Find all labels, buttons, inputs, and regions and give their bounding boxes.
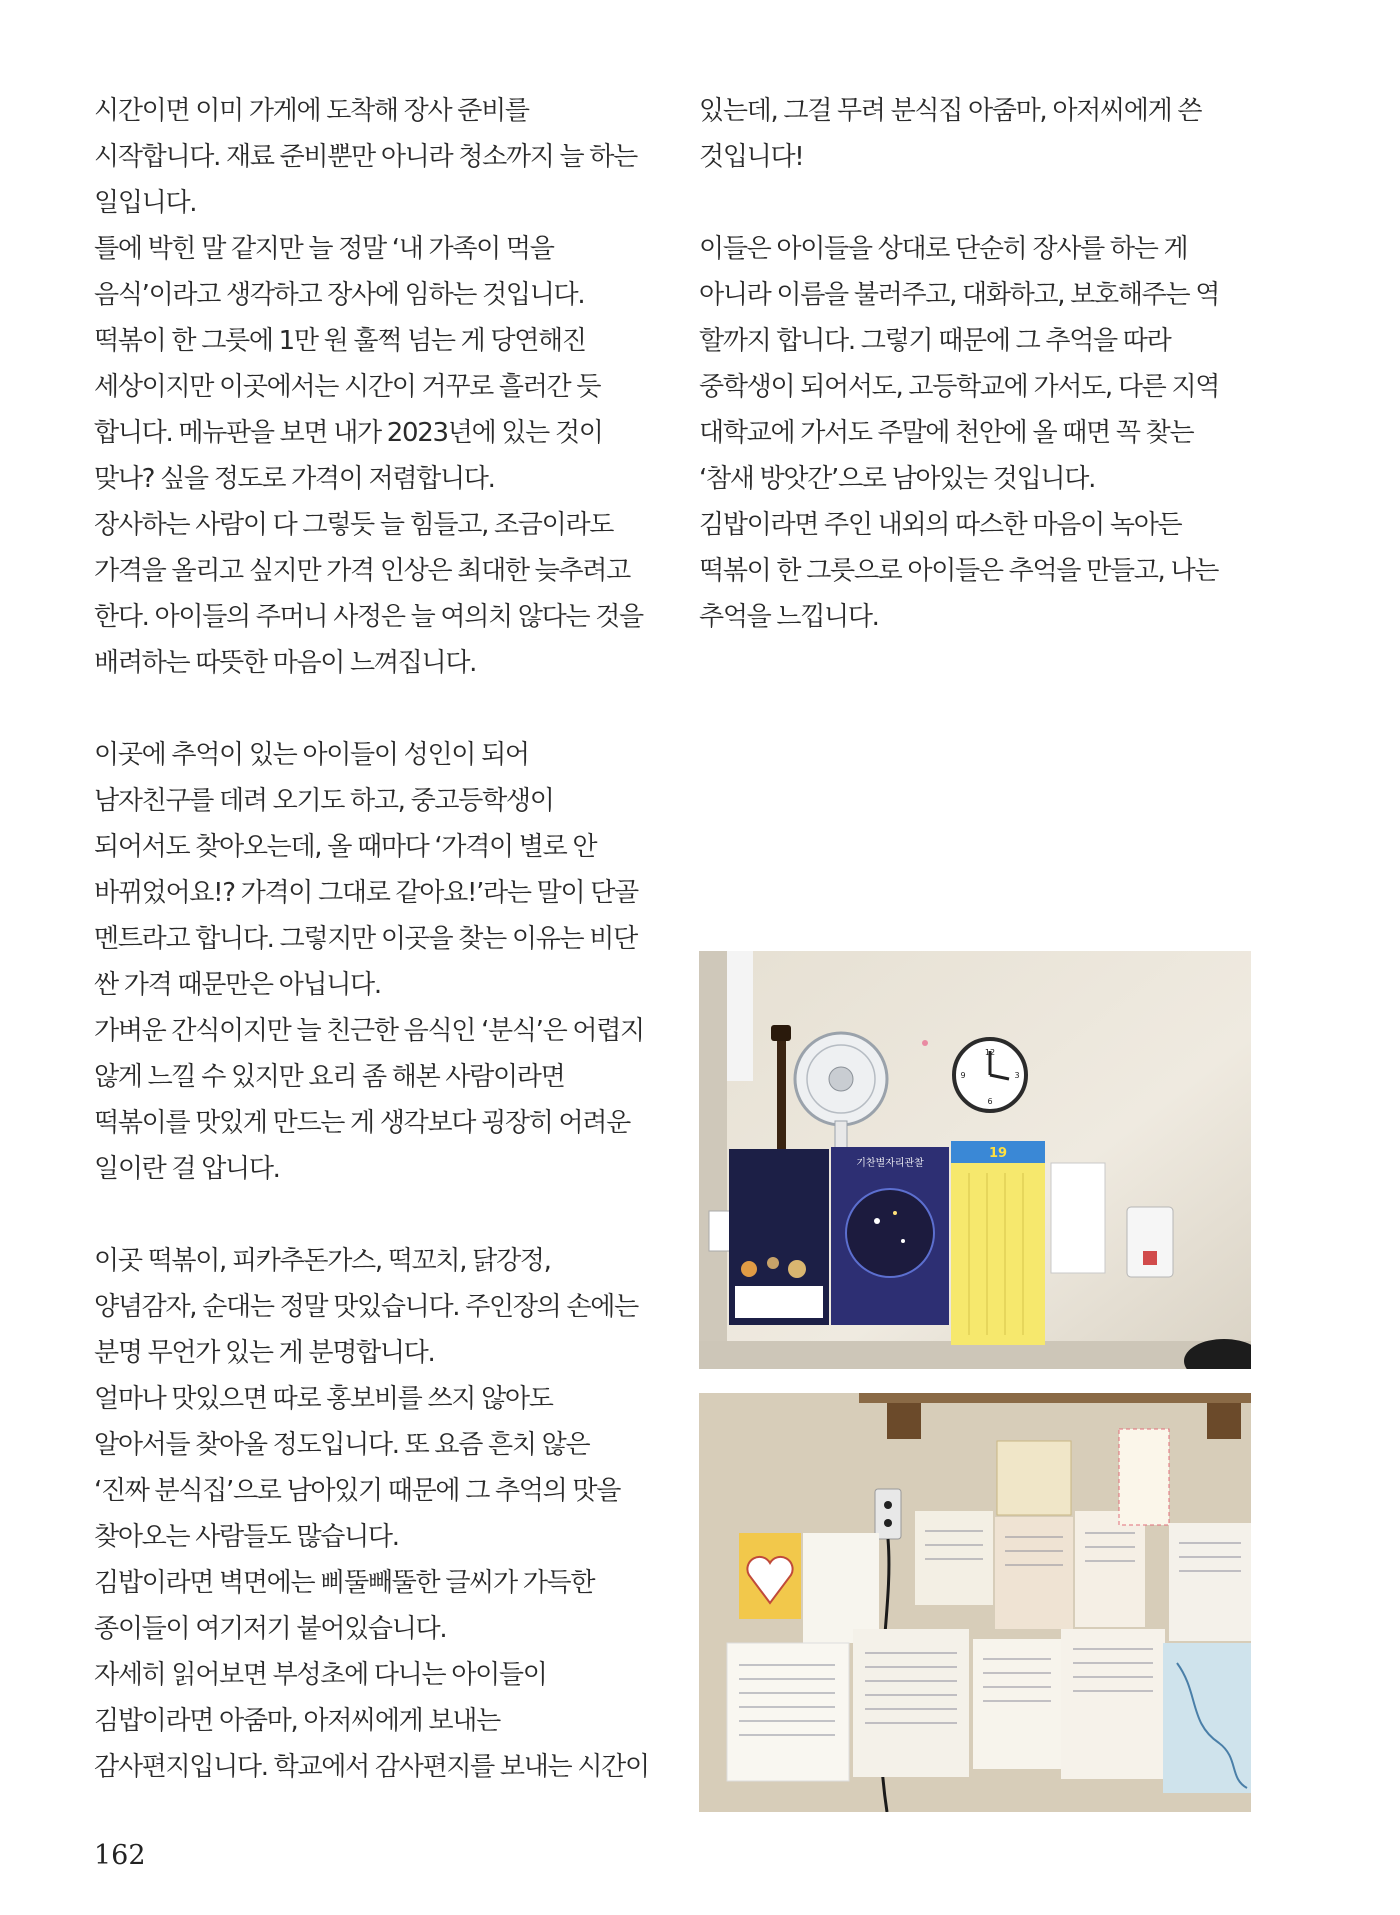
text-line: 있는데, 그걸 무려 분식집 아줌마, 아저씨에게 쓴 bbox=[699, 96, 1202, 126]
paragraph bbox=[699, 88, 1259, 180]
text-line: 중학생이 되어서도, 고등학교에 가서도, 다른 지역 bbox=[699, 372, 1220, 402]
text-line: 떡볶이 한 그릇으로 아이들은 추억을 만들고, 나는 bbox=[699, 556, 1219, 586]
paragraph bbox=[94, 1238, 654, 1790]
text-line: 일이란 걸 압니다. bbox=[94, 1154, 280, 1184]
text-line: 음식’이라고 생각하고 장사에 임하는 것입니다. bbox=[94, 280, 585, 310]
text-line: 싼 가격 때문만은 아닙니다. bbox=[94, 970, 381, 1000]
clock-number: 6 bbox=[987, 1097, 993, 1106]
notice-sheet bbox=[1051, 1163, 1105, 1273]
text-line: 대학교에 가서도 주말에 천안에 올 때면 꼭 찾는 bbox=[699, 418, 1194, 448]
shelf-board bbox=[859, 1393, 1251, 1403]
text-line: 이곳 떡볶이, 피카추돈가스, 떡꼬치, 닭강정, bbox=[94, 1246, 551, 1276]
text-line: 김밥이라면 아줌마, 아저씨에게 보내는 bbox=[94, 1706, 500, 1736]
clock-number: 12 bbox=[984, 1048, 996, 1057]
power-outlet-icon bbox=[875, 1489, 901, 1539]
text-line: 이곳에 추억이 있는 아이들이 성인이 되어 bbox=[94, 740, 529, 770]
letter-sheet bbox=[1061, 1629, 1165, 1779]
text-line: 알아서들 찾아올 정도입니다. 또 요즘 흔치 않은 bbox=[94, 1430, 590, 1460]
text-line: 가벼운 간식이지만 늘 친근한 음식인 ‘분식’은 어렵지 bbox=[94, 1016, 644, 1046]
letter-sheet bbox=[997, 1441, 1071, 1515]
text-line: 떡볶이 한 그릇에 1만 원 훌쩍 넘는 게 당연해진 bbox=[94, 326, 586, 356]
text-line: 아니라 이름을 불러주고, 대화하고, 보호해주는 역 bbox=[699, 280, 1220, 310]
right-column bbox=[699, 88, 1259, 686]
paragraph bbox=[699, 226, 1259, 640]
letter-sheet bbox=[727, 1643, 849, 1781]
text-line: 김밥이라면 벽면에는 삐뚤빼뚤한 글씨가 가득한 bbox=[94, 1568, 595, 1598]
text-line: 분명 무언가 있는 게 분명합니다. bbox=[94, 1338, 435, 1368]
text-line: 틀에 박힌 말 같지만 늘 정말 ‘내 가족이 먹을 bbox=[94, 234, 554, 264]
thank-you-letters-photo bbox=[699, 1393, 1251, 1812]
text-line: 이들은 아이들을 상대로 단순히 장사를 하는 게 bbox=[699, 234, 1188, 264]
page-number: 162 bbox=[94, 1840, 146, 1871]
text-line: 시작합니다. 재료 준비뿐만 아니라 청소까지 늘 하는 bbox=[94, 142, 637, 172]
yellow-calendar bbox=[951, 1141, 1045, 1345]
text-line: 바뀌었어요!? 가격이 그대로 같아요!’라는 말이 단골 bbox=[94, 878, 638, 908]
letter-sheet bbox=[915, 1511, 993, 1605]
letter-sheet bbox=[1169, 1523, 1251, 1641]
dispenser-icon bbox=[1127, 1207, 1173, 1277]
poster-title: 기찬별자리관찰 bbox=[856, 1158, 924, 1169]
text-line: 합니다. 메뉴판을 보면 내가 2023년에 있는 것이 bbox=[94, 418, 603, 448]
text-line: 시간이면 이미 가게에 도착해 장사 준비를 bbox=[94, 96, 529, 126]
letters-photo-svg bbox=[699, 1393, 1251, 1812]
text-line: 찾아오는 사람들도 많습니다. bbox=[94, 1522, 399, 1552]
constellation-poster bbox=[831, 1147, 949, 1325]
text-line: 세상이지만 이곳에서는 시간이 거꾸로 흘러간 듯 bbox=[94, 372, 601, 402]
paragraph bbox=[94, 732, 654, 1192]
clock-icon bbox=[954, 1039, 1026, 1111]
text-line: 배려하는 따뜻한 마음이 느껴집니다. bbox=[94, 648, 477, 678]
text-line: 것입니다! bbox=[699, 142, 804, 172]
text-line: ‘진짜 분식집’으로 남아있기 때문에 그 추억의 맛을 bbox=[94, 1476, 621, 1506]
text-line: 맞나? 싶을 정도로 가격이 저렴합니다. bbox=[94, 464, 495, 494]
clock-number: 3 bbox=[1014, 1071, 1020, 1080]
text-line: 떡볶이를 맛있게 만드는 게 생각보다 굉장히 어려운 bbox=[94, 1108, 630, 1138]
text-line: 얼마나 맛있으면 따로 홍보비를 쓰지 않아도 bbox=[94, 1384, 553, 1414]
small-calendar bbox=[709, 1211, 731, 1251]
letter-sheet bbox=[853, 1629, 969, 1777]
text-line: 양념감자, 순대는 정말 맛있습니다. 주인장의 손에는 bbox=[94, 1292, 638, 1322]
text-line: 멘트라고 합니다. 그렇지만 이곳을 찾는 이유는 비단 bbox=[94, 924, 637, 954]
text-line: 할까지 합니다. 그렇기 때문에 그 추억을 따라 bbox=[699, 326, 1171, 356]
planet-poster bbox=[729, 1149, 829, 1325]
map-letter bbox=[1163, 1643, 1251, 1793]
text-line: ‘참새 방앗간’으로 남아있는 것입니다. bbox=[699, 464, 1096, 494]
left-column bbox=[94, 88, 654, 1836]
clock-number: 9 bbox=[960, 1071, 966, 1080]
text-line: 되어서도 찾아오는데, 올 때마다 ‘가격이 별로 안 bbox=[94, 832, 597, 862]
text-line: 한다. 아이들의 주머니 사정은 늘 여의치 않다는 것을 bbox=[94, 602, 643, 632]
wall-photo-svg bbox=[699, 951, 1251, 1369]
text-line: 감사편지입니다. 학교에서 감사편지를 보내는 시간이 bbox=[94, 1752, 649, 1782]
text-line: 가격을 올리고 싶지만 가격 인상은 최대한 늦추려고 bbox=[94, 556, 630, 586]
letter-sheet bbox=[1075, 1511, 1145, 1627]
text-line: 자세히 읽어보면 부성초에 다니는 아이들이 bbox=[94, 1660, 547, 1690]
calendar-title: 19 bbox=[988, 1146, 1008, 1161]
paragraph bbox=[94, 88, 654, 686]
floor-shadow bbox=[699, 1341, 1251, 1369]
wall-decor-photo bbox=[699, 951, 1251, 1369]
text-line: 종이들이 여기저기 붙어있습니다. bbox=[94, 1614, 447, 1644]
text-line: 않게 느낄 수 있지만 요리 좀 해본 사람이라면 bbox=[94, 1062, 565, 1092]
heart-letter bbox=[739, 1533, 801, 1619]
text-line: 추억을 느낍니다. bbox=[699, 602, 879, 632]
letter-sheet bbox=[803, 1533, 879, 1643]
text-line: 남자친구를 데려 오기도 하고, 중고등학생이 bbox=[94, 786, 554, 816]
decorated-letter bbox=[1119, 1429, 1169, 1525]
wall-paper bbox=[727, 951, 753, 1081]
text-line: 장사하는 사람이 다 그렇듯 늘 힘들고, 조금이라도 bbox=[94, 510, 614, 540]
letter-sheet bbox=[995, 1517, 1073, 1629]
text-line: 김밥이라면 주인 내외의 따스한 마음이 녹아든 bbox=[699, 510, 1182, 540]
text-line: 일입니다. bbox=[94, 188, 197, 218]
left-shelf bbox=[699, 951, 727, 1369]
wall-sticker bbox=[922, 1040, 928, 1046]
